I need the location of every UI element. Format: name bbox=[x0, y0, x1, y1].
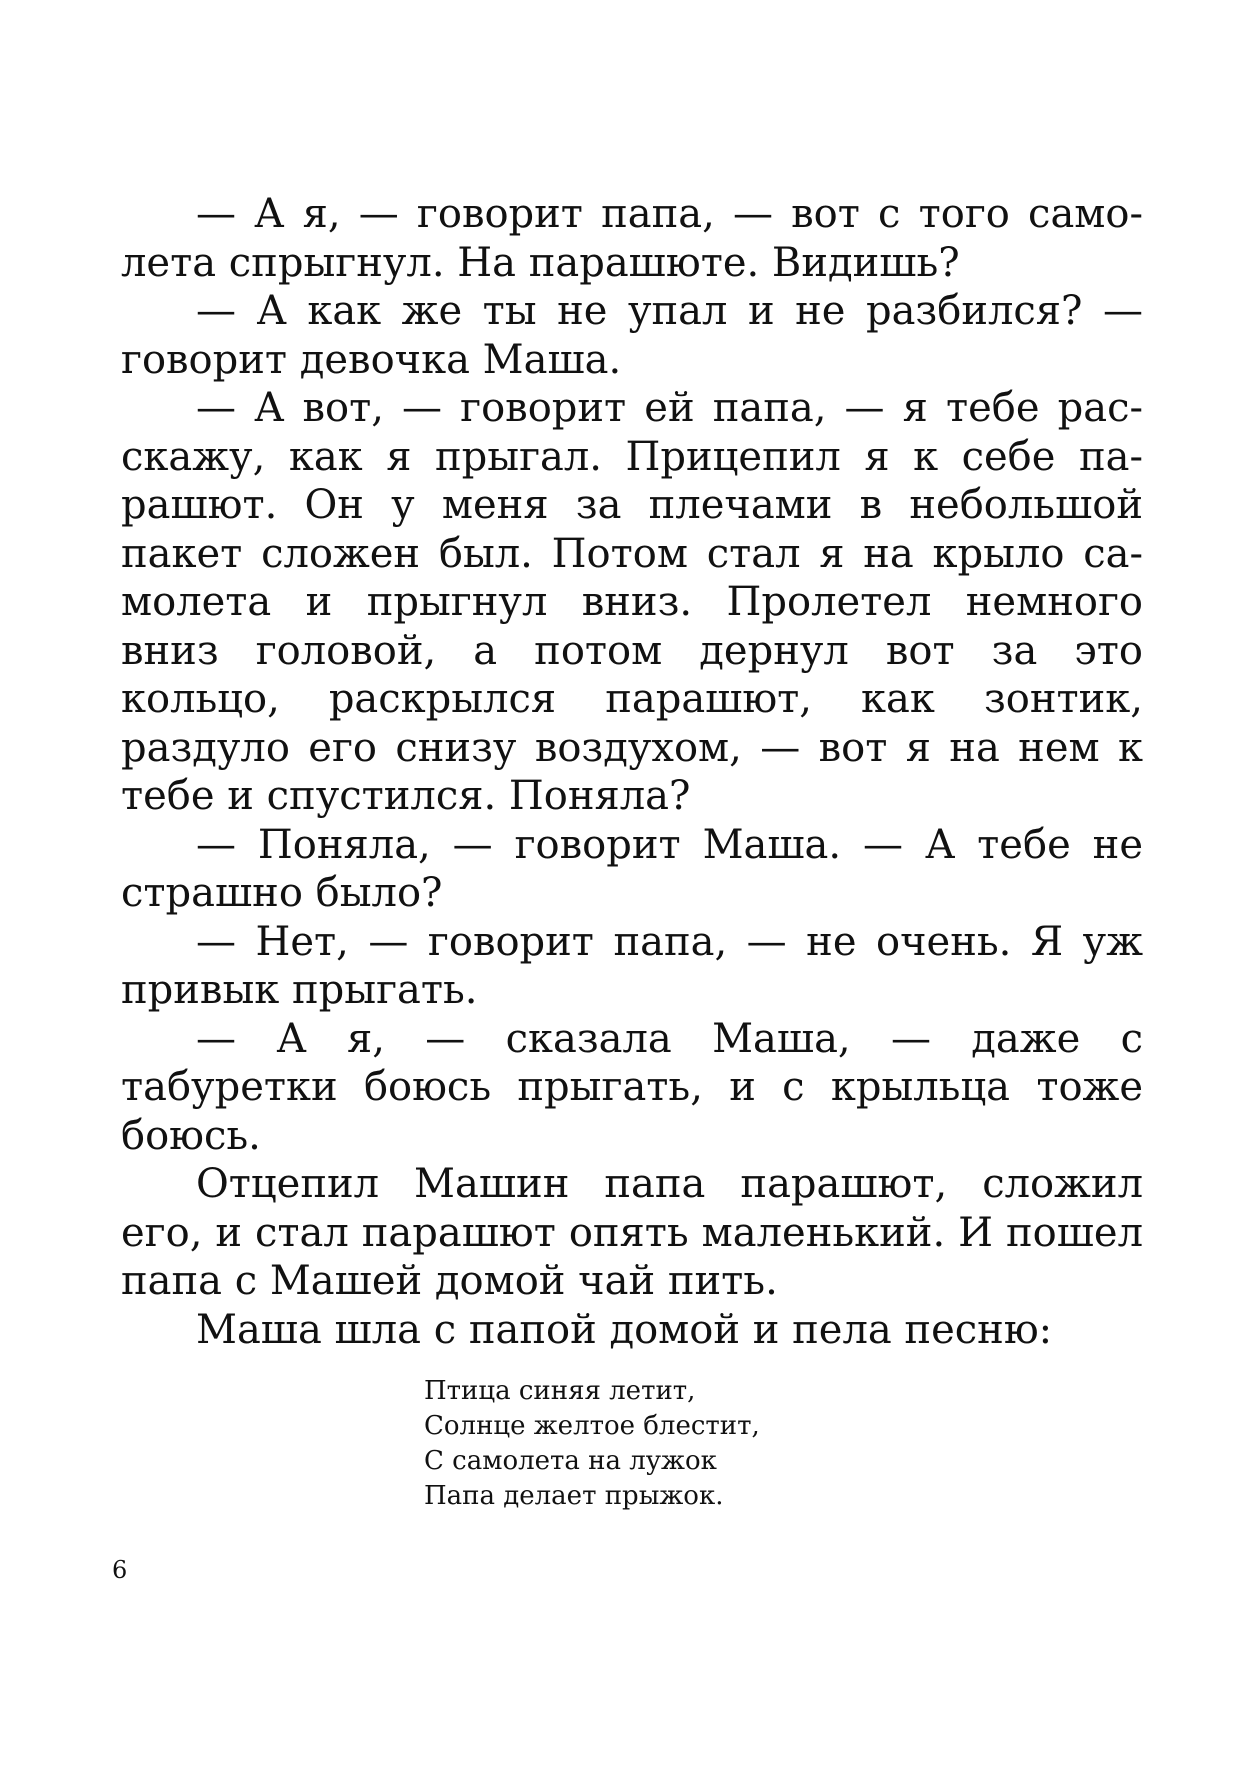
story-text bbox=[121, 190, 1143, 1354]
verse-line: Солнце желтое блестит, bbox=[424, 1411, 760, 1441]
paragraph: — Поняла, — говорит Маша. — А тебе не страшно было? bbox=[121, 821, 1143, 916]
paragraph: Отцепил Машин папа парашют, сложил его, и стал парашют опять маленький. И пошел папа с Машей домой чай пить. bbox=[121, 1161, 1143, 1304]
paragraph: — А как же ты не упал и не разбился? — говорит девочка Маша. bbox=[121, 288, 1143, 383]
verse-line: С самолета на лужок bbox=[424, 1446, 717, 1476]
paragraph: — А я, — говорит папа, — вот с того самолета спрыгнул. На парашюте. Видишь? bbox=[121, 191, 1143, 286]
paragraph: — А я, — сказала Маша, — даже с табуретки боюсь прыгать, и с крыльца тоже боюсь. bbox=[121, 1015, 1143, 1159]
verse-line: Птица синяя летит, bbox=[424, 1376, 696, 1406]
verse-line: Папа делает прыжок. bbox=[424, 1481, 724, 1511]
paragraph: — А вот, — говорит ей папа, — я тебе расскажу, как я прыгал. Прицепил я к себе парашют. Он у меня за плечами в небольшой пакет сложен был. Потом стал я на крыло самолета и прыгнул вниз. Пролетел немного вниз головой, а потом дернул вот за это кольцо, раскрылся парашют, как зонтик, раздуло его снизу воздухом, — вот я на нем к тебе и спустился. Поняла? bbox=[121, 385, 1143, 819]
page-number: 6 bbox=[112, 1556, 128, 1584]
paragraph: Маша шла с папой домой и пела песню: bbox=[196, 1306, 1053, 1353]
paragraph: — Нет, — говорит папа, — не очень. Я уж привык прыгать. bbox=[121, 918, 1143, 1013]
song-verse bbox=[424, 1374, 760, 1514]
